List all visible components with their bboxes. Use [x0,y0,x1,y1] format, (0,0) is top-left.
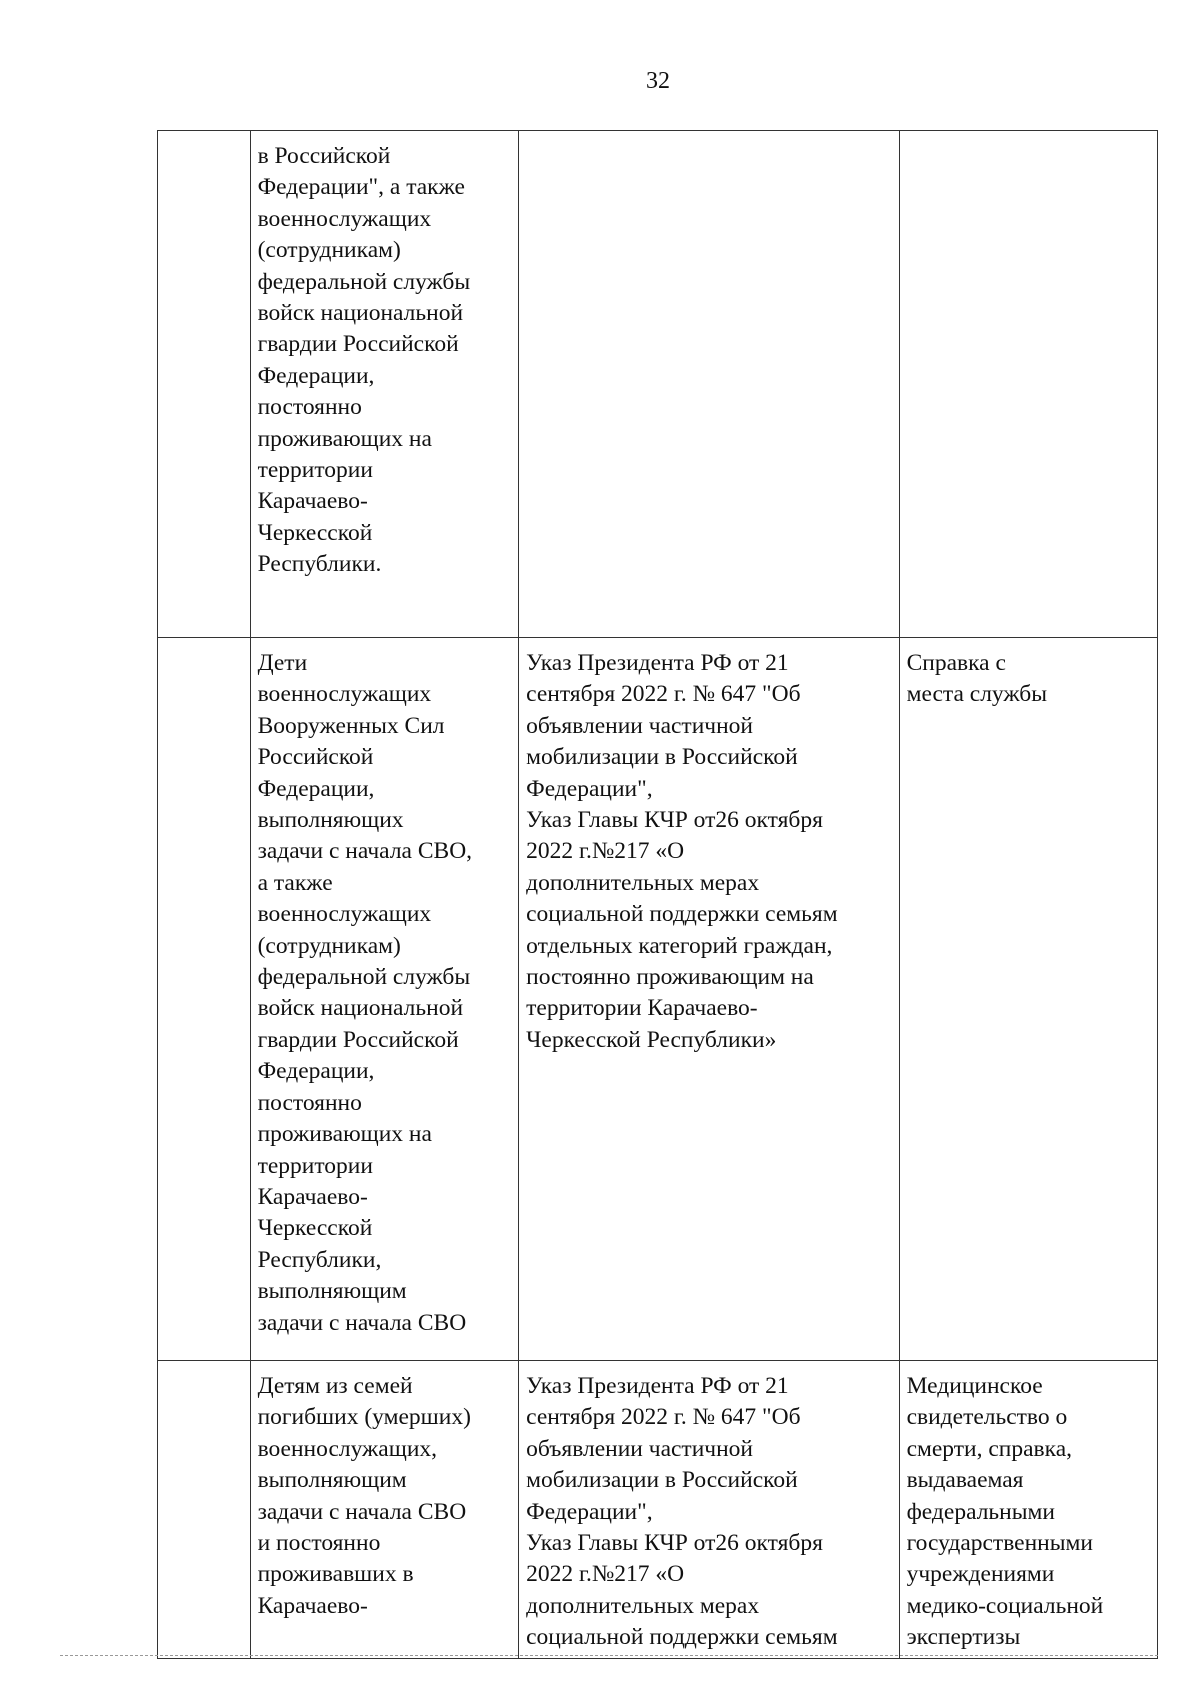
benefits-table [157,130,1158,1659]
category-cell [250,1361,519,1659]
page-number: 32 [646,68,670,94]
legal-basis-cell [519,638,899,1361]
row-number-cell [158,131,251,638]
table-row [158,131,1158,638]
table-row [158,1361,1158,1659]
scan-edge-line [60,1655,1158,1656]
legal-basis-cell [519,1361,899,1659]
table-row [158,638,1158,1361]
row-number-cell [158,1361,251,1659]
category-cell [250,638,519,1361]
document-cell [899,638,1157,1361]
document-text: Справка с места службы [906,650,1048,708]
category-text: Детям из семей погибших (умерших) военнослужащих, выполняющим задачи с начала СВО и постоянно проживавших в Карачаево- [257,1373,471,1619]
row-number-cell [158,638,251,1361]
legal-basis-text: Указ Президента РФ от 21 сентября 2022 г. № 647 "Об объявлении частичной мобилизации в Российской Федерации", Указ Главы КЧР от26 октября 2022 г.№217 «О дополнительных мерах социальной поддержки семьям [526,1373,838,1651]
legal-basis-text: Указ Президента РФ от 21 сентября 2022 г. № 647 "Об объявлении частичной мобилизации в Российской Федерации", Указ Главы КЧР от26 октября 2022 г.№217 «О дополнительных мерах социальной поддержки семьям отдельных категорий граждан, постоянно проживающим на территории Карачаево- Черкесской Республики» [526,650,838,1053]
document-cell [899,131,1157,638]
document-text: Медицинское свидетельство о смерти, справка, выдаваемая федеральными государственными учреждениями медико-социальной экспертизы [906,1373,1104,1651]
document-cell [899,1361,1157,1659]
category-text: в Российской Федерации", а также военнослужащих (сотрудникам) федеральной службы войск национальной гвардии Российской Федерации, постоянно проживающих на территории Карачаево- Черкесской Республики. [257,143,471,578]
legal-basis-cell [519,131,899,638]
category-cell [250,131,519,638]
category-text: Дети военнослужащих Вооруженных Сил Российской Федерации, выполняющих задачи с начала СВО, а также военнослужащих (сотрудникам) федеральной службы войск национальной гвардии Российской Федерации, постоянно проживающих на территории Карачаево- Черкесской Республики, выполняющим задачи с начала СВО [257,650,473,1336]
